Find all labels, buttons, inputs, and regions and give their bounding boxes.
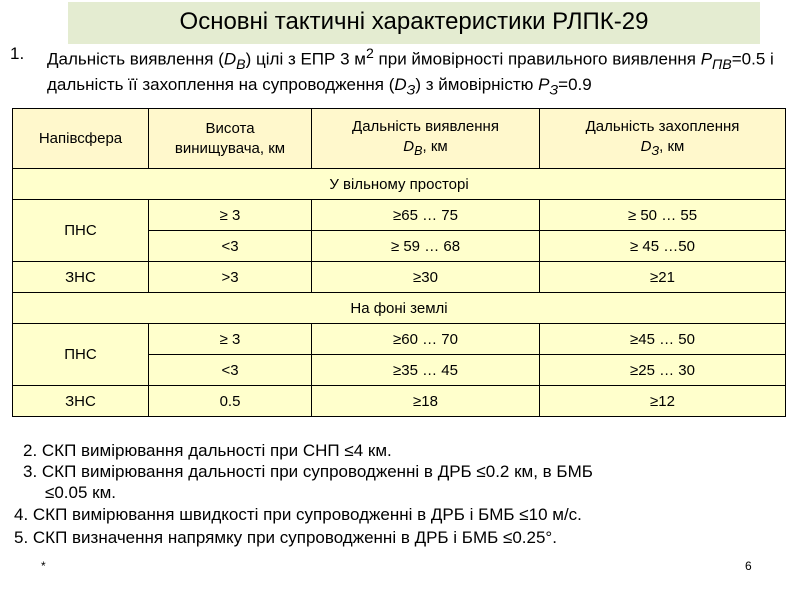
cell-detection: ≥ 59 … 68 bbox=[312, 231, 540, 262]
cell-capture: ≥12 bbox=[540, 386, 786, 417]
section-row bbox=[13, 169, 786, 200]
header-hemisphere: Напівсфера bbox=[13, 109, 149, 169]
cell-hemisphere: ПНС bbox=[13, 324, 149, 386]
table-row bbox=[13, 200, 786, 231]
table-row bbox=[13, 386, 786, 417]
table-row bbox=[13, 262, 786, 293]
item-1-text: Дальність виявлення $(D_В)$ цілі з ЕПР 3 $м^2$ при ймовірності правильного виявлення $P_{ПВ}=0.5$ і дальність її захоплення на супроводження $(D_З)$ з ймовірністю $P_З=0.9$ bbox=[47, 46, 774, 99]
item-1-number: 1. bbox=[10, 44, 25, 63]
slide-title: Основні тактичні характеристики РЛПК-29 bbox=[179, 8, 649, 35]
cell-detection: ≥65 … 75 bbox=[312, 200, 540, 231]
cell-capture: ≥25 … 30 bbox=[540, 355, 786, 386]
footer-star: * bbox=[41, 559, 46, 573]
item-3-continuation: ≤0.05 км. bbox=[45, 483, 116, 502]
characteristics-table bbox=[12, 108, 786, 417]
cell-capture: ≥ 45 …50 bbox=[540, 231, 786, 262]
item-5: 5. СКП визначення напрямку при супроводженні в ДРБ і БМБ ≤0.25°. bbox=[14, 528, 557, 547]
cell-altitude: ≥ 3 bbox=[149, 324, 312, 355]
cell-capture: ≥ 50 … 55 bbox=[540, 200, 786, 231]
header-capture-range: Дальність захоплення $D_З$, км bbox=[540, 109, 786, 169]
cell-hemisphere: ЗНС bbox=[13, 386, 149, 417]
cell-altitude: ≥ 3 bbox=[149, 200, 312, 231]
cell-detection: ≥35 … 45 bbox=[312, 355, 540, 386]
cell-detection: ≥60 … 70 bbox=[312, 324, 540, 355]
cell-hemisphere: ПНС bbox=[13, 200, 149, 262]
cell-altitude: <3 bbox=[149, 231, 312, 262]
section-row bbox=[13, 293, 786, 324]
cell-altitude: >3 bbox=[149, 262, 312, 293]
item-2: 2. СКП вимірювання дальності при СНП ≤4 км. bbox=[23, 441, 392, 460]
section-free-space: У вільному просторі bbox=[13, 169, 786, 200]
header-altitude: Висота винищувача, км bbox=[149, 109, 312, 169]
cell-capture: ≥45 … 50 bbox=[540, 324, 786, 355]
cell-altitude: <3 bbox=[149, 355, 312, 386]
table-header-row bbox=[13, 109, 786, 169]
table-row bbox=[13, 324, 786, 355]
item-4: 4. СКП вимірювання швидкості при супроводженні в ДРБ і БМБ ≤10 м/с. bbox=[14, 505, 582, 524]
item-3: 3. СКП вимірювання дальності при супроводженні в ДРБ ≤0.2 км, в БМБ bbox=[23, 462, 593, 481]
header-detection-range: Дальність виявлення $D_В$, км bbox=[312, 109, 540, 169]
cell-hemisphere: ЗНС bbox=[13, 262, 149, 293]
title-bar bbox=[68, 2, 760, 44]
section-ground-background: На фоні землі bbox=[13, 293, 786, 324]
cell-detection: ≥18 bbox=[312, 386, 540, 417]
cell-capture: ≥21 bbox=[540, 262, 786, 293]
page-number: 6 bbox=[745, 559, 752, 573]
cell-altitude: 0.5 bbox=[149, 386, 312, 417]
item-1 bbox=[10, 44, 780, 100]
cell-detection: ≥30 bbox=[312, 262, 540, 293]
